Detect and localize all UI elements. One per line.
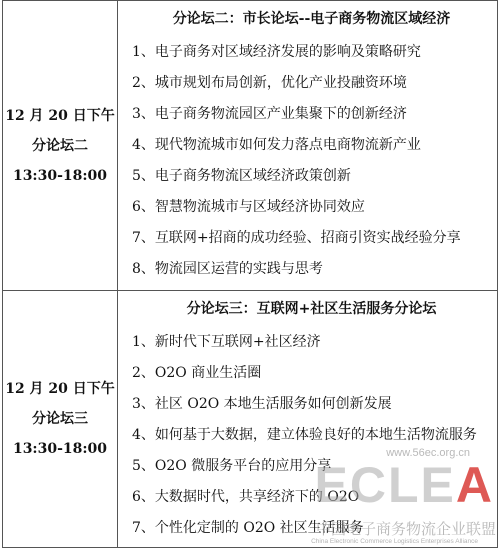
session-row [3, 1, 498, 291]
watermark-logo-main: ECLE [314, 457, 456, 513]
topic-item: 2、O2O 商业生活圈 [132, 365, 262, 381]
topic-item: 4、现代物流城市如何发力落点电商物流新产业 [132, 137, 421, 153]
topic-item: 2、城市规划布局创新，优化产业投融资环境 [132, 75, 407, 91]
session-name: 分论坛二 [32, 137, 88, 154]
topic-item: 7、个性化定制的 O2O 社区生活服务 [132, 520, 364, 536]
session-row [3, 291, 498, 548]
topic-item: 7、互联网+招商的成功经验、招商引资实战经验分享 [132, 230, 461, 246]
topic-item: 8、物流园区运营的实践与思考 [132, 261, 323, 277]
schedule-table [2, 0, 498, 548]
topic-item: 4、如何基于大数据，建立体验良好的本地生活物流服务 [132, 427, 477, 443]
session-info-cell [3, 291, 118, 548]
session-name: 分论坛三 [32, 411, 88, 427]
session-topics-cell [118, 1, 498, 291]
session-topics-cell [118, 291, 498, 548]
topic-item: 5、电子商务物流区域经济政策创新 [132, 168, 351, 184]
session-title: 分论坛二：市长论坛--电子商务物流区域经济 [172, 11, 451, 27]
watermark-cn-name: 中国电子商务物流企业联盟 [315, 520, 496, 538]
session-date: 12 月 20 日下午 [5, 107, 115, 124]
topic-item: 3、电子商务物流园区产业集聚下的创新经济 [132, 106, 407, 122]
topic-item: 1、新时代下互联网+社区经济 [132, 334, 321, 350]
session-title: 分论坛三：互联网+社区生活服务分论坛 [186, 301, 437, 317]
watermark-en-name: China Electronic Commerce Logistics Enterprises Alliance [311, 538, 478, 545]
topic-item: 5、O2O 微服务平台的应用分享 [132, 458, 332, 474]
session-info-cell [3, 1, 118, 291]
session-time: 13:30-18:00 [12, 167, 108, 184]
topic-item: 6、大数据时代，共享经济下的 O2O [132, 489, 360, 505]
topic-item: 1、电子商务对区域经济发展的影响及策略研究 [132, 44, 421, 60]
watermark-url: www.56ec.org.cn [386, 447, 470, 459]
session-date: 12 月 20 日下午 [5, 381, 115, 397]
topic-item: 3、社区 O2O 本地生活服务如何创新发展 [132, 396, 392, 412]
session-time: 13:30-18:00 [12, 441, 108, 457]
topic-item: 6、智慧物流城市与区域经济协同效应 [132, 199, 365, 215]
watermark-logo-accent: A [455, 457, 494, 513]
